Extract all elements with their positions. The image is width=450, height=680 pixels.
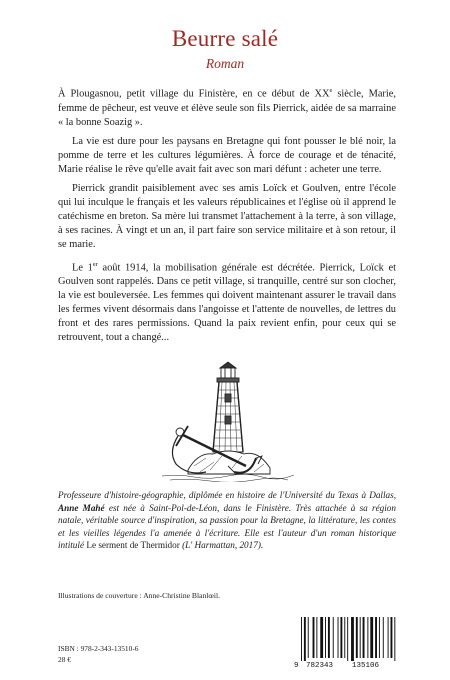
barcode-group2: 135106	[352, 662, 380, 669]
summary-p4: Le 1	[72, 261, 93, 273]
isbn-block	[58, 644, 138, 665]
previous-book-title: Le serment de Thermidor	[86, 540, 180, 551]
book-genre: Roman	[205, 56, 245, 71]
century-sup: e	[329, 87, 333, 94]
summary-paragraph	[58, 258, 396, 346]
bio-part1: Professeure d'histoire-géographie, diplômée en histoire de l'Université du Texas à Dallas,	[58, 490, 396, 500]
author-biography	[58, 489, 396, 552]
summary-p4-rest: août 1914, la mobilisation générale est décrétée. Pierrick, Loïck et Goulven sont rappelés. Dans ce petit village, si tranquille, centré sur son clocher, la vie est bouleversée. Les femmes qui doivent maintenant assurer le travail dans les fermes vivent désormais dans l'angoisse et l'attente de nouvelles, de lettres du front et des rares permissions. Quand la paix revient enfin, pour ceux qui se retrouvent, tout a changé...	[58, 261, 396, 344]
barcode-first-digit: 9	[294, 662, 299, 669]
illustration-credits: Illustrations de couverture : Anne-Christine Blanlœil.	[58, 591, 220, 600]
lighthouse-anchor-illustration	[158, 360, 298, 482]
date-sup: er	[92, 260, 98, 268]
summary-text	[58, 84, 396, 351]
bio-part2: est née à Saint-Pol-de-Léon, dans le Finistère. Très attachée à sa région natale, véritable source d'inspiration, sa passion pour la Bretagne, la littérature, les contes et les vieilles légendes l'a amenée à l'écriture. Elle est l'auteur d'un roman historique intitulé	[58, 502, 396, 551]
summary-p1-rest: siècle, Marie, femme de pêcheur, est veuve et élève seule son fils Pierrick, aidée de sa marraine « la bonne Soazig ».	[58, 88, 396, 128]
barcode-group1: 782343	[306, 662, 334, 669]
barcode	[292, 615, 404, 669]
author-name: Anne Mahé	[58, 502, 105, 513]
summary-paragraph: Pierrick grandit paisiblement avec ses amis Loïck et Goulven, entre l'école qui lui inculque le français et les valeurs républicaines et l'église où il apprend le catéchisme en breton. Sa mère lui transmet l'attachement à la terre, à son village, à ses racines. À vingt et un an, il part faire son service militaire et à son retour, il se marie.	[58, 183, 396, 251]
book-title: Beurre salé	[171, 26, 279, 51]
price: 28 €	[58, 654, 71, 664]
summary-paragraph	[58, 84, 396, 130]
bio-part3: (L' Harmattan, 2017).	[179, 540, 264, 551]
isbn-number: ISBN : 978-2-343-13510-6	[58, 644, 139, 653]
summary-paragraph: La vie est dure pour les paysans en Bretagne qui font pousser le blé noir, la pomme de terre et les cultures légumières. À force de courage et de ténacité, Marie réalise le rêve qu'elle avait fait avec son mari défunt : acheter une terre.	[58, 135, 396, 175]
summary-p1: À Plougasnou, petit village du Finistère, en ce début de XX	[58, 88, 330, 100]
